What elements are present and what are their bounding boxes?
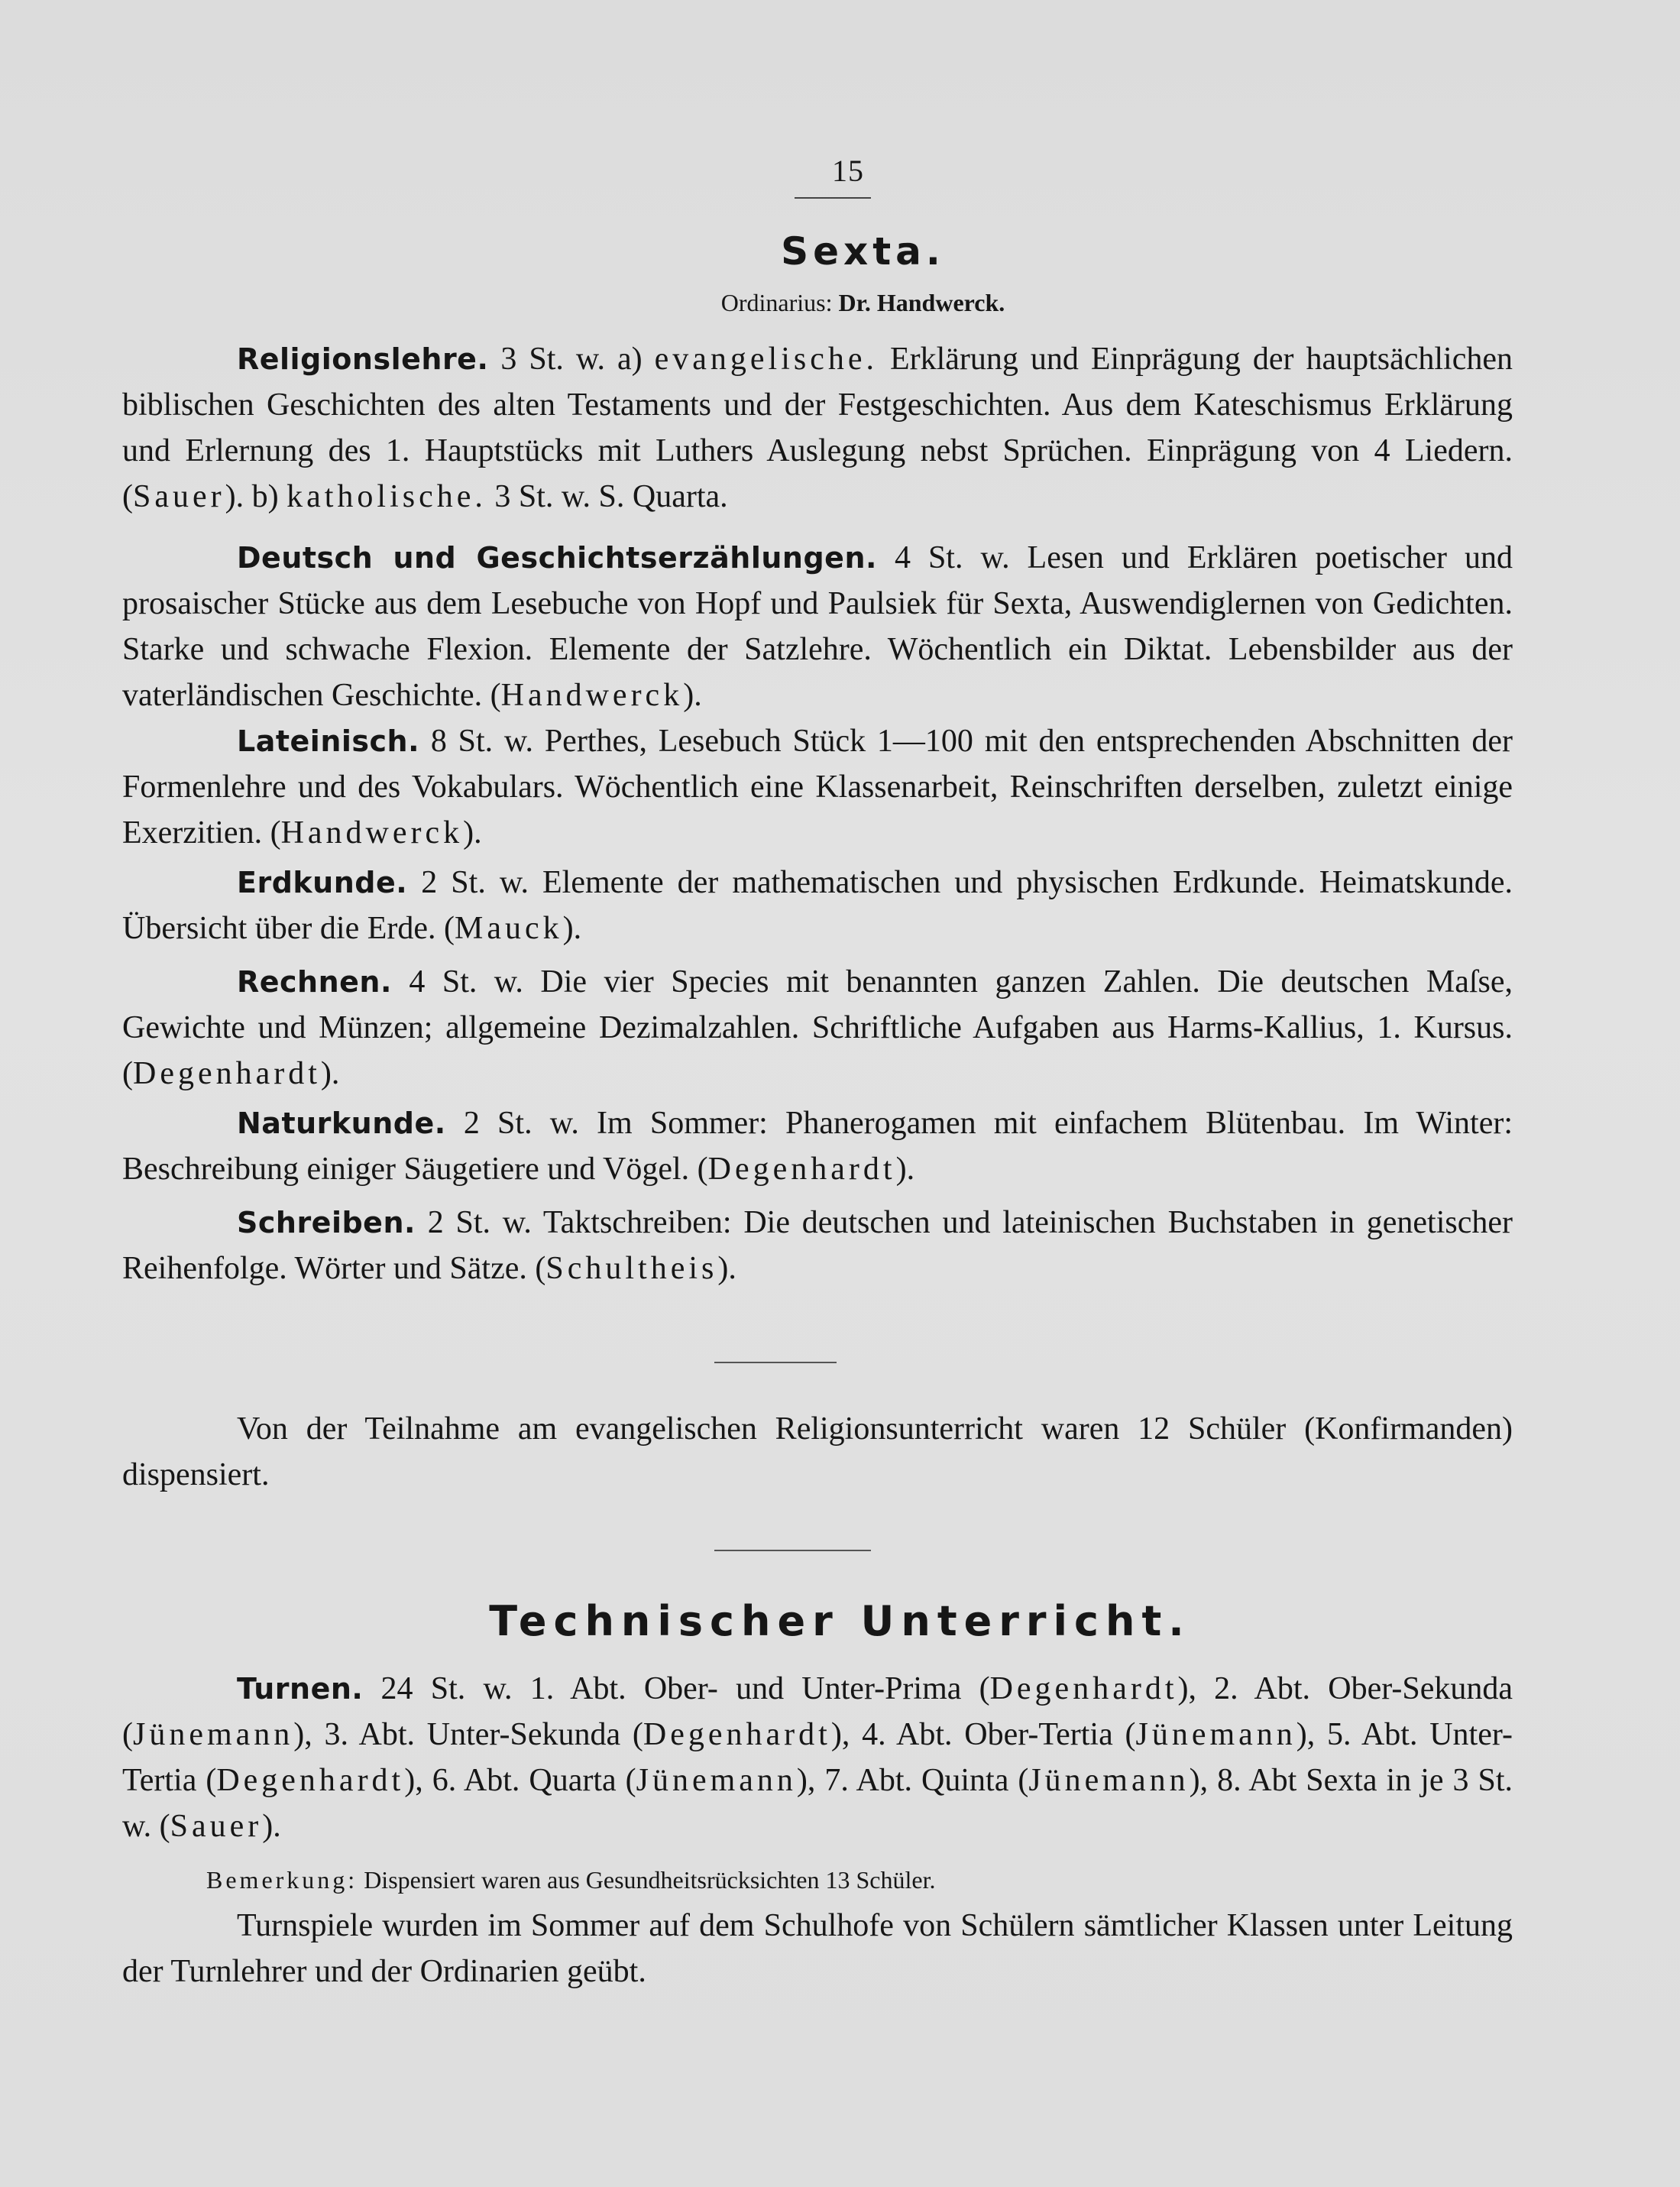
person-name: Sauer [133, 479, 225, 514]
text-segment: ). [562, 911, 582, 946]
person-name: Degenhardt [643, 1717, 831, 1752]
turnspiele-note: Turnspiele wurden im Sommer auf dem Schulhofe von Schülern sämtlicher Klassen unter Leitung der Turnlehrer und der Ordinarien geübt. [122, 1908, 1513, 1989]
section-title-technischer-unterricht: Technischer Unterricht. [489, 1597, 1191, 1645]
text-segment: 3 St. w. S. Quarta. [486, 479, 728, 514]
dispens-note: Von der Teilnahme am evangelischen Religionsunterricht waren 12 Schüler (Konfirmanden) dispensiert. [122, 1411, 1513, 1492]
person-name: Jünemann [133, 1717, 294, 1752]
person-name: Jünemann [1135, 1717, 1296, 1752]
person-name: Jünemann [636, 1763, 797, 1798]
page-number-rule [795, 197, 871, 199]
subject-name: Rechnen. [237, 965, 392, 999]
text-segment: Erklärung und Einprägung der hauptsächlichen biblischen Geschichten des alten Testaments und der Festgeschichten. Aus dem Kateschismus Erklärung und Erlernung des 1. Hauptstücks mit Luthers Auslegung nebst Sprüchen. Einprägung von 4 Liedern. ( [122, 342, 1513, 514]
subject-paragraph [122, 336, 1513, 520]
page-number: 15 [832, 154, 864, 188]
subject-religion [122, 336, 1513, 520]
subject-paragraph [122, 959, 1513, 1097]
subject-paragraph [122, 718, 1513, 856]
text-segment: 24 St. w. 1. Abt. Ober- und Unter-Prima ( [363, 1671, 990, 1706]
text-segment: ), 3. Abt. Unter-Sekunda ( [293, 1717, 643, 1752]
ordinarius-line [0, 289, 1680, 317]
text-segment: ). [463, 815, 482, 851]
person-name: Schultheis [545, 1251, 718, 1286]
subject-name: Naturkunde. [237, 1106, 446, 1140]
dispens-paragraph [122, 1406, 1513, 1498]
bemerkung-text: Dispensiert waren aus Gesundheitsrücksichten 13 Schüler. [358, 1866, 936, 1894]
subject-name: Erdkunde. [237, 866, 408, 899]
subject-name: Turnen. [237, 1672, 364, 1706]
text-segment: ), 2. Abt. Ober-Sekunda ( [122, 1671, 1513, 1752]
person-name: Mauck [455, 911, 563, 946]
subject-naturkunde [122, 1100, 1513, 1192]
subject-erdkunde [122, 860, 1513, 951]
text-segment: ), 6. Abt. Quarta ( [404, 1763, 636, 1798]
person-name: Jünemann [1028, 1763, 1190, 1798]
subject-turnen [122, 1666, 1513, 1849]
text-segment: ). b) [225, 479, 287, 514]
divider-rule [714, 1362, 837, 1363]
turnspiele-paragraph [122, 1903, 1513, 1994]
ordinarius-label: Ordinarius: [720, 289, 833, 316]
person-name: katholische. [286, 479, 487, 514]
person-name: evangelische. [654, 342, 878, 377]
subject-latein [122, 718, 1513, 856]
subject-name: Deutsch und Geschichtserzählungen. [237, 541, 877, 575]
subject-name: Religionslehre. [237, 342, 489, 376]
text-segment: 2 St. w. Im Sommer: Phanerogamen mit einfachem Blütenbau. Im Winter: Beschreibung einiger Säugetiere und Vögel. ( [122, 1106, 1513, 1187]
section-title-sexta: Sexta. [781, 229, 945, 274]
text-segment: 8 St. w. Perthes, Lesebuch Stück 1—100 mit den entsprechenden Abschnitten der Formenlehre und des Vokabulars. Wöchentlich eine Klassenarbeit, Reinschriften derselben, zuletzt einige Exerzitien. ( [122, 724, 1513, 851]
subject-name: Schreiben. [237, 1206, 416, 1239]
subject-rechnen [122, 959, 1513, 1097]
subject-deutsch [122, 535, 1513, 718]
person-name: Handwerck [500, 678, 684, 713]
bemerkung-label: Bemerkung: [206, 1866, 358, 1894]
person-name: Sauer [170, 1809, 263, 1844]
subject-paragraph [122, 535, 1513, 718]
text-segment: 2 St. w. Taktschreiben: Die deutschen und lateinischen Buchstaben in genetischer Reihenfolge. Wörter und Sätze. ( [122, 1205, 1513, 1286]
divider-rule [714, 1550, 871, 1551]
text-segment: ), 8. Abt Sexta in je 3 St. w. ( [122, 1763, 1513, 1844]
person-name: Degenhardt [216, 1763, 405, 1798]
text-segment: ), 5. Abt. Unter-Tertia ( [122, 1717, 1513, 1798]
ordinarius-name: Dr. Handwerck. [838, 289, 1005, 316]
person-name: Degenhardt [707, 1152, 896, 1187]
subject-paragraph [122, 1100, 1513, 1192]
text-segment: ), 4. Abt. Ober-Tertia ( [830, 1717, 1136, 1752]
person-name: Handwerck [280, 815, 464, 851]
subject-paragraph [122, 1200, 1513, 1291]
subject-schreiben [122, 1200, 1513, 1291]
text-segment: ). [262, 1809, 281, 1844]
text-segment: ). [683, 678, 702, 713]
text-segment: 2 St. w. Elemente der mathematischen und physischen Erdkunde. Heimatskunde. Übersicht über die Erde. ( [122, 865, 1513, 946]
person-name: Degenhardt [133, 1056, 321, 1091]
subject-name: Lateinisch. [237, 724, 420, 758]
text-segment: 4 St. w. Lesen und Erklären poetischer und prosaischer Stücke aus dem Lesebuche von Hopf und Paulsiek für Sexta, Auswendiglernen von Gedichten. Starke und schwache Flexion. Elemente der Satzlehre. Wöchentlich ein Diktat. Lebensbilder aus der vaterländischen Geschichte. ( [122, 540, 1513, 713]
text-segment: 4 St. w. Die vier Species mit benannten ganzen Zahlen. Die deutschen Maſse, Gewichte und Münzen; allgemeine Dezimalzahlen. Schriftliche Aufgaben aus Harms-Kallius, 1. Kursus. ( [122, 964, 1513, 1091]
bemerkung-note [122, 1857, 1513, 1903]
text-segment: ). [895, 1152, 915, 1187]
turnen-paragraph [122, 1666, 1513, 1849]
person-name: Degenhardt [989, 1671, 1178, 1706]
text-segment: ). [717, 1251, 736, 1286]
text-segment: ), 7. Abt. Quinta ( [796, 1763, 1029, 1798]
text-segment: 3 St. w. a) [488, 342, 655, 377]
text-segment: ). [320, 1056, 340, 1091]
bemerkung-paragraph [122, 1857, 1513, 1903]
subject-paragraph [122, 860, 1513, 951]
